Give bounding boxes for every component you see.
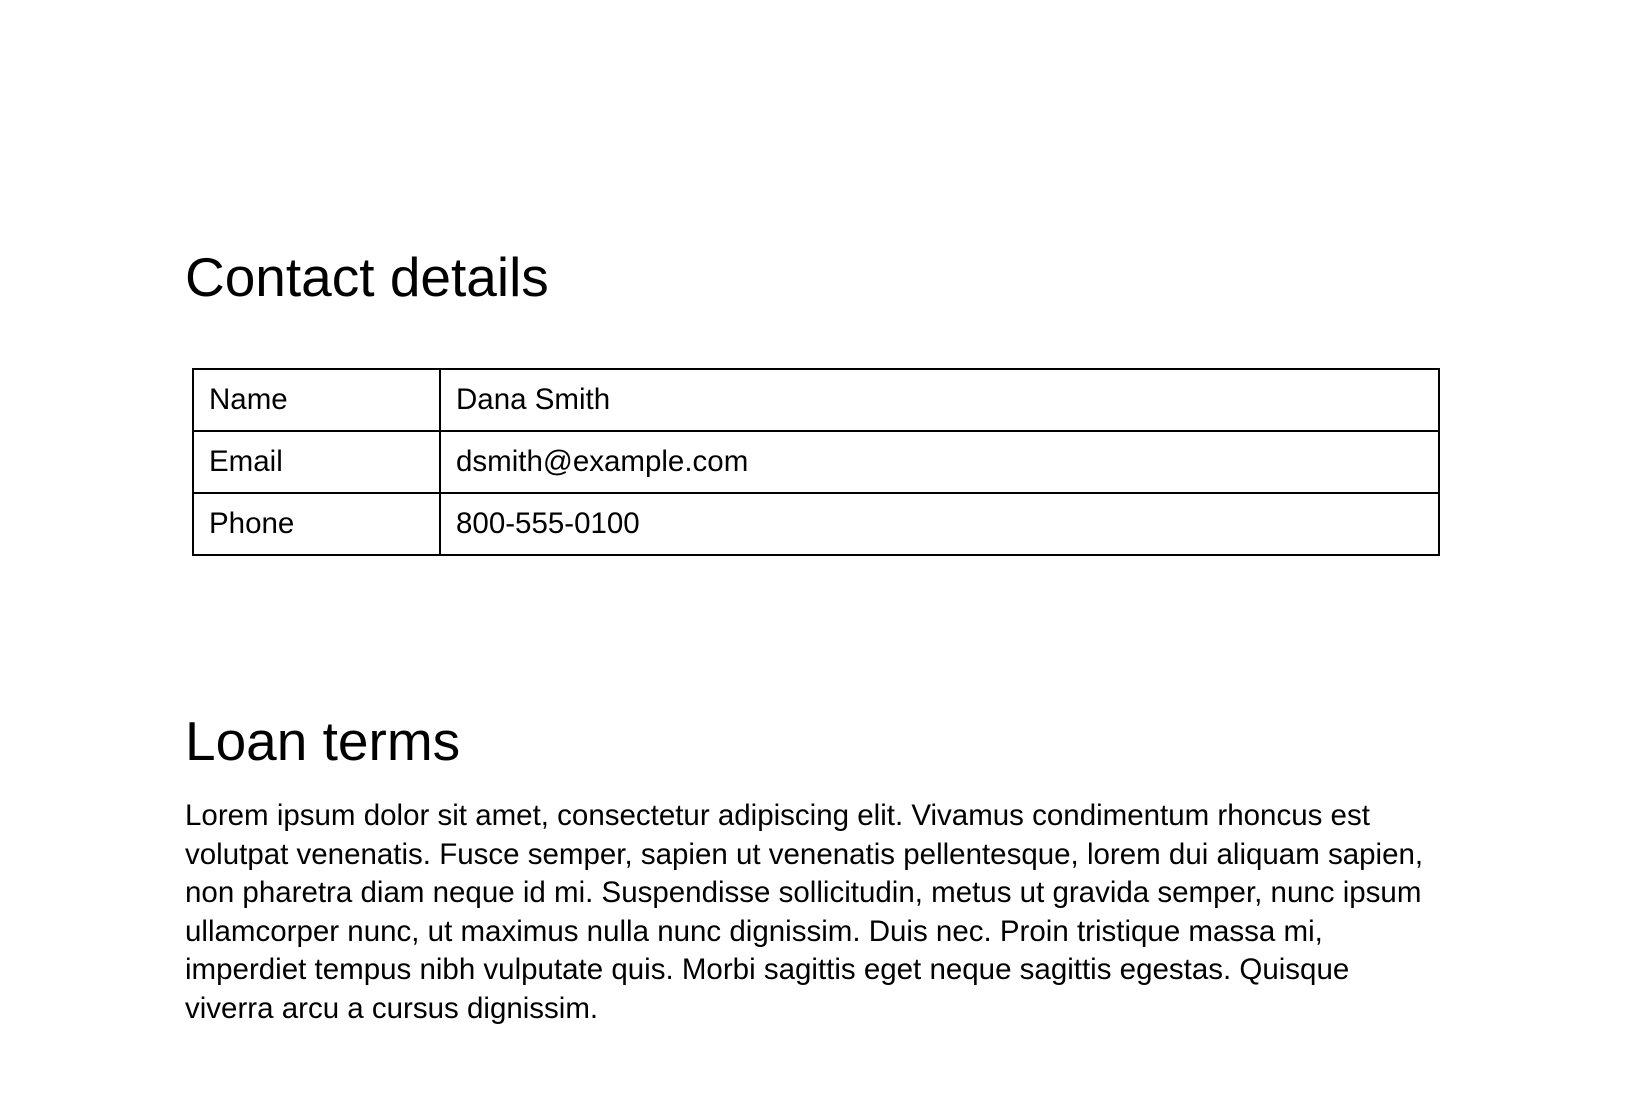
- contact-details-table: [192, 368, 1440, 556]
- paragraph-line: ullamcorper nunc, ut maximus nulla nunc dignissim. Duis nec. Proin tristique massa mi,: [185, 914, 1323, 948]
- contact-table-body: [193, 369, 1439, 555]
- table-row-email: [193, 431, 1439, 493]
- name-label-cell: Name: [193, 369, 440, 431]
- phone-value-cell: 800-555-0100: [440, 493, 1439, 555]
- loan-terms-paragraph: [185, 797, 1423, 1028]
- loan-terms-heading: Loan terms: [185, 710, 461, 772]
- paragraph-line: non pharetra diam neque id mi. Suspendisse sollicitudin, metus ut gravida semper, nunc ipsum: [185, 876, 1422, 909]
- email-label-cell: Email: [193, 431, 440, 493]
- paragraph-line: viverra arcu a cursus dignissim.: [185, 991, 599, 1025]
- table-row-name: [193, 369, 1439, 431]
- contact-details-heading: Contact details: [185, 246, 549, 308]
- paragraph-line: imperdiet tempus nibh vulputate quis. Morbi sagittis eget neque sagittis egestas. Quisque: [185, 953, 1350, 986]
- paragraph-line: Lorem ipsum dolor sit amet, consectetur adipiscing elit. Vivamus condimentum rhoncus est: [185, 799, 1370, 832]
- email-value-cell: dsmith@example.com: [440, 431, 1439, 493]
- table-row-phone: [193, 493, 1439, 555]
- name-value-cell: Dana Smith: [440, 369, 1439, 431]
- paragraph-line: volutpat venenatis. Fusce semper, sapien ut venenatis pellentesque, lorem dui aliquam sapien,: [185, 837, 1424, 871]
- phone-label-cell: Phone: [193, 493, 440, 555]
